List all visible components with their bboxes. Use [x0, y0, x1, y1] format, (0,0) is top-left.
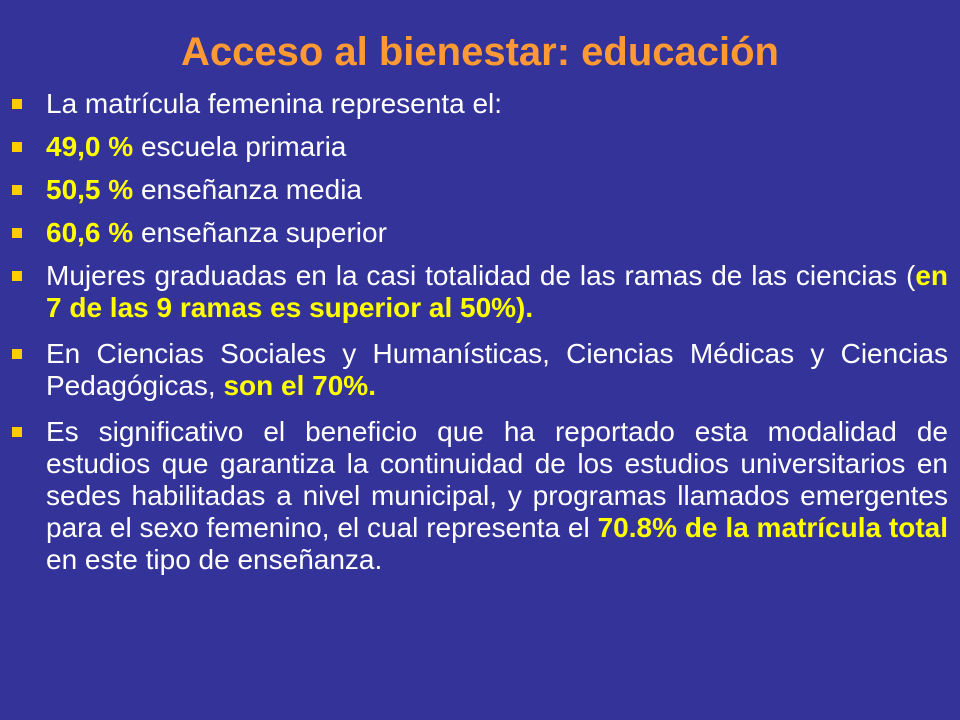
bullet-text: enseñanza media [133, 174, 362, 205]
bullet-text: Es significativo el beneficio que ha reportado esta modalidad de estudios que garantiza la continuidad de los estudios universitarios en sedes habilitadas a nivel municipal, y programas llamados emergentes para el sexo femenino, el cual representa el [46, 416, 948, 543]
bullet-item [0, 88, 960, 120]
square-bullet-icon [12, 427, 22, 437]
square-bullet-icon [12, 228, 22, 238]
bullet-text: enseñanza superior [133, 217, 387, 248]
square-bullet-icon [12, 142, 22, 152]
bullet-highlight: en 7 de las 9 ramas es superior al 50%). [46, 260, 948, 323]
bullet-highlight: 50,5 % [46, 174, 134, 205]
bullet-text: La matrícula femenina representa el: [46, 88, 503, 119]
bullet-text: escuela primaria [133, 131, 347, 162]
bullet-item [0, 260, 960, 324]
bullet-item [0, 174, 960, 206]
bullet-text: en este tipo de enseñanza. [46, 544, 383, 575]
bullet-text: Mujeres graduadas en la casi totalidad de las ramas de las ciencias ( [46, 260, 916, 291]
bullet-item [0, 131, 960, 163]
bullet-highlight: 60,6 % [46, 217, 134, 248]
bullet-item [0, 416, 960, 576]
bullet-text: En Ciencias Sociales y Humanísticas, Ciencias Médicas y Ciencias Pedagógicas, [46, 338, 948, 401]
square-bullet-icon [12, 99, 22, 109]
slide-title: Acceso al bienestar: educación [180, 30, 779, 74]
bullet-highlight: 49,0 % [46, 131, 134, 162]
square-bullet-icon [12, 349, 22, 359]
bullet-highlight: son el 70%. [223, 370, 376, 401]
bullet-list [0, 88, 960, 576]
bullet-item [0, 217, 960, 249]
square-bullet-icon [12, 185, 22, 195]
square-bullet-icon [12, 271, 22, 281]
bullet-highlight: 70.8% de la matrícula total [597, 512, 949, 543]
bullet-item [0, 338, 960, 402]
